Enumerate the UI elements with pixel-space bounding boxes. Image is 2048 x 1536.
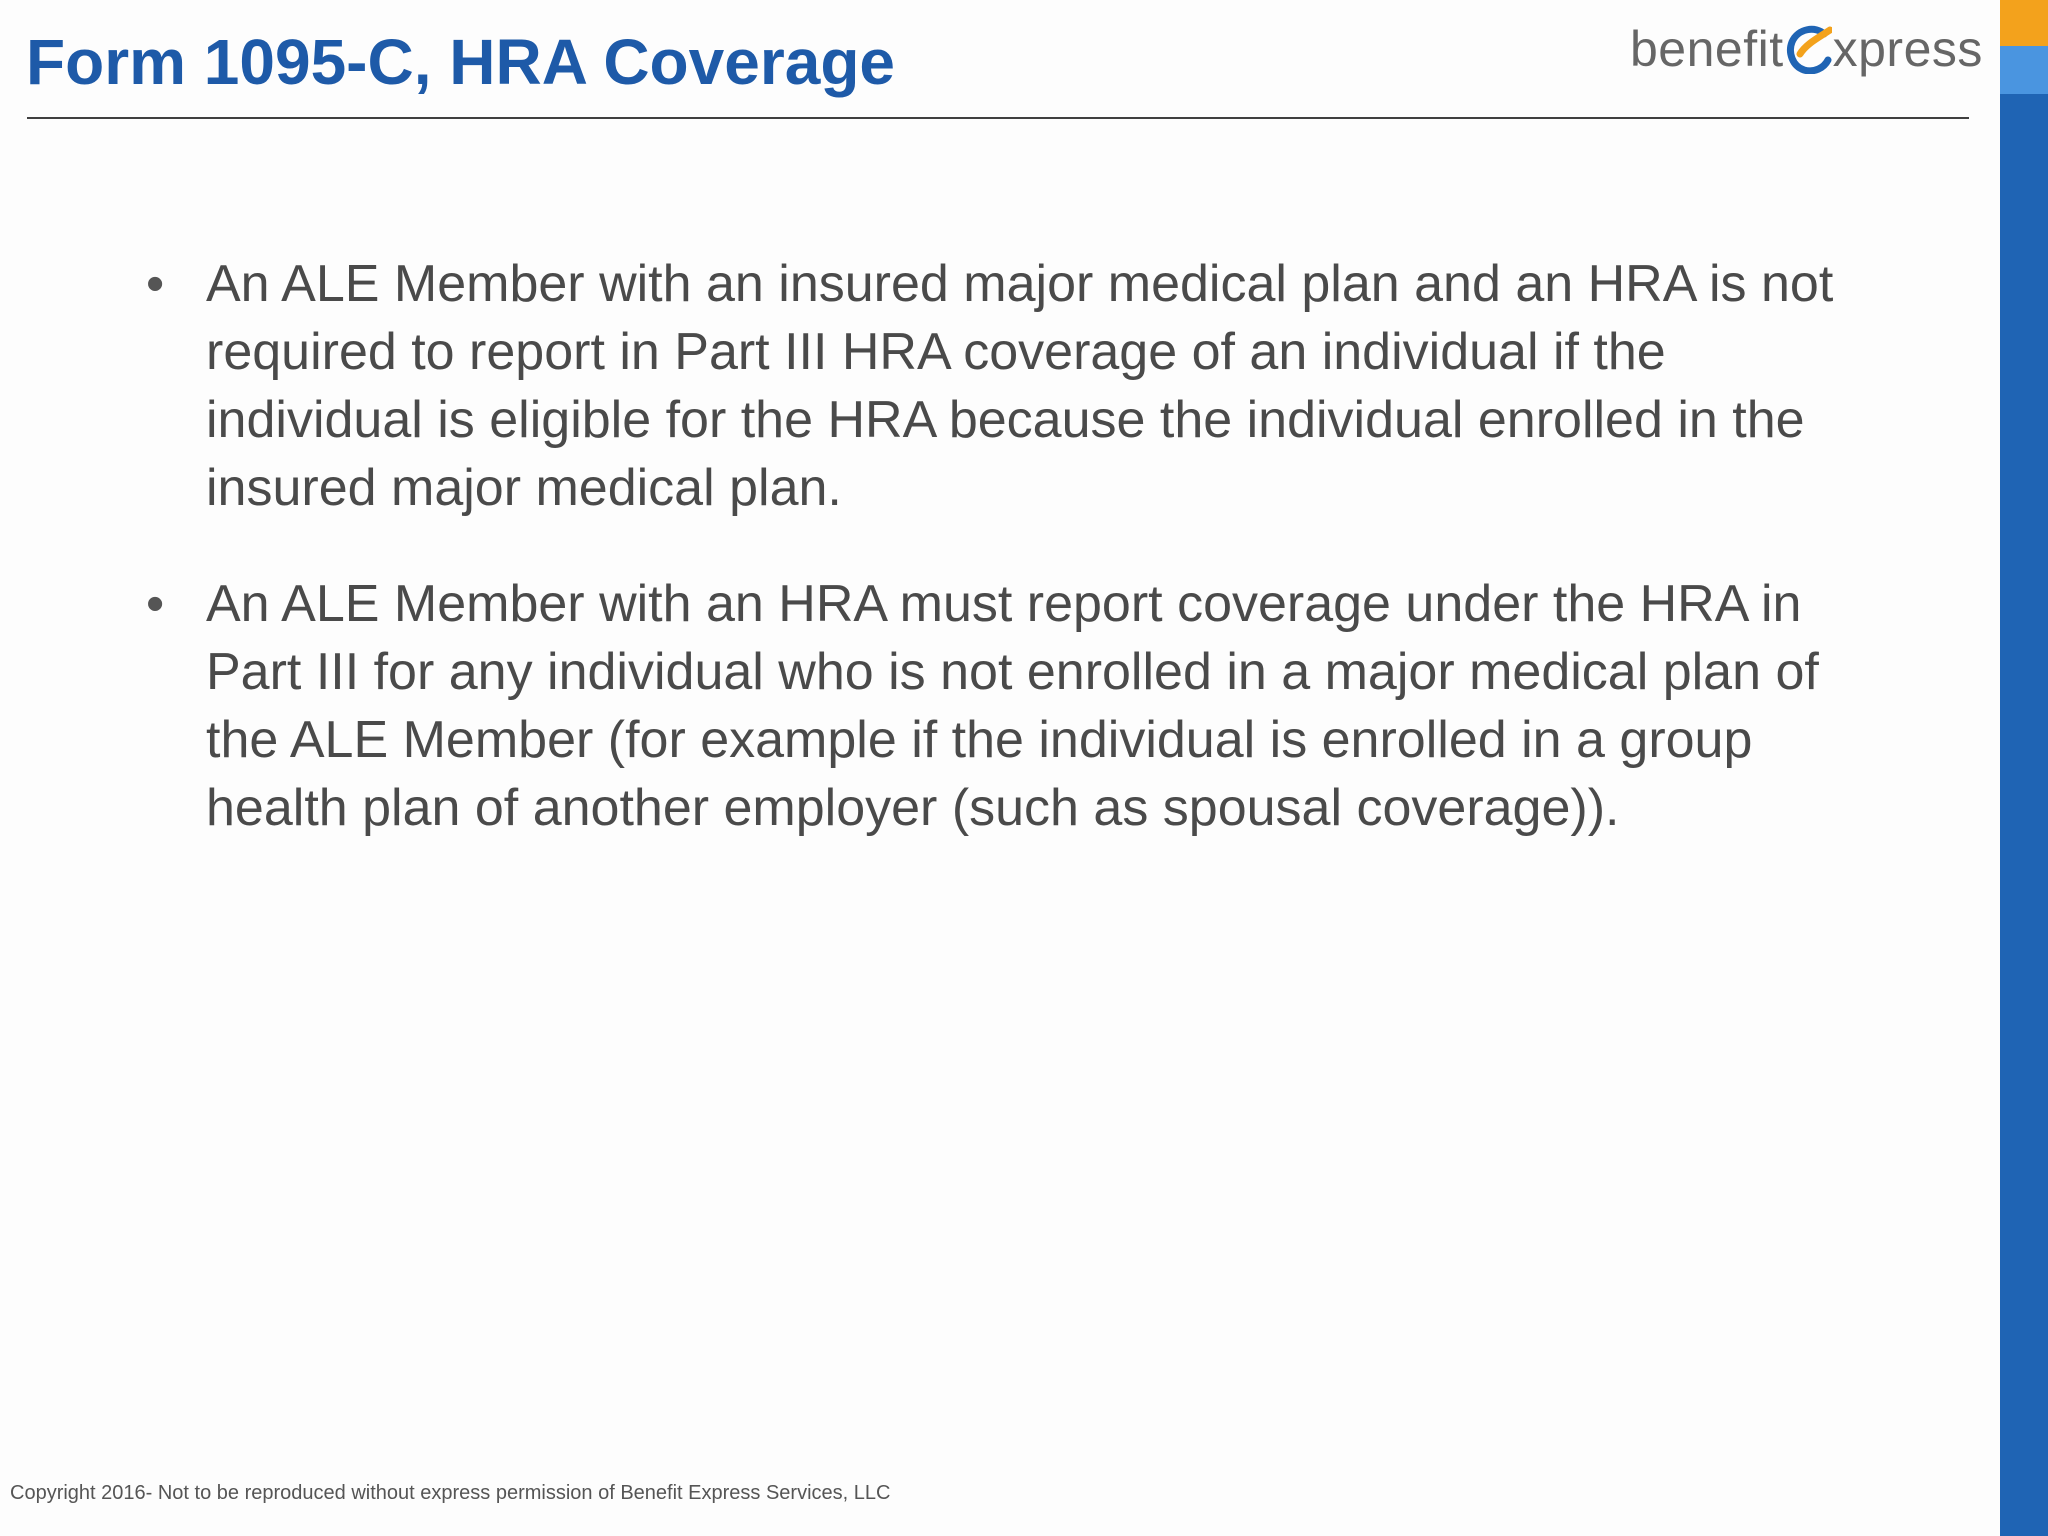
benefit-express-logo — [1630, 14, 1983, 84]
bullet-item — [146, 570, 1886, 842]
slide-title: Form 1095-C, HRA Coverage — [26, 26, 895, 98]
bullet-item — [146, 250, 1886, 522]
copyright-footer: Copyright 2016- Not to be reproduced without express permission of Benefit Express Services, LLC — [10, 1482, 891, 1504]
bullet-text: An ALE Member with an HRA must report coverage under the HRA in Part III for any individual who is not enrolled in a major medical plan of the ALE Member (for example if the individual is enrolled in a group health plan of another employer (such as spousal coverage)). — [206, 575, 1819, 837]
bullet-text: An ALE Member with an insured major medical plan and an HRA is not required to report in Part III HRA coverage of an individual if the individual is eligible for the HRA because the individual enrolled in the insured major medical plan. — [206, 255, 1834, 517]
logo-text-right: xpress — [1832, 21, 1983, 77]
bullet-marker: • — [146, 255, 165, 313]
bullet-list — [146, 250, 1886, 890]
side-accent-bar — [2000, 0, 2048, 1536]
benefit-express-e-mark-icon — [1786, 24, 1832, 74]
side-accent-bar-mid — [2000, 46, 2048, 94]
title-divider — [27, 117, 1969, 119]
bullet-marker: • — [146, 575, 165, 633]
side-accent-bar-top — [2000, 0, 2048, 46]
logo-text-left: benefit — [1630, 21, 1784, 77]
